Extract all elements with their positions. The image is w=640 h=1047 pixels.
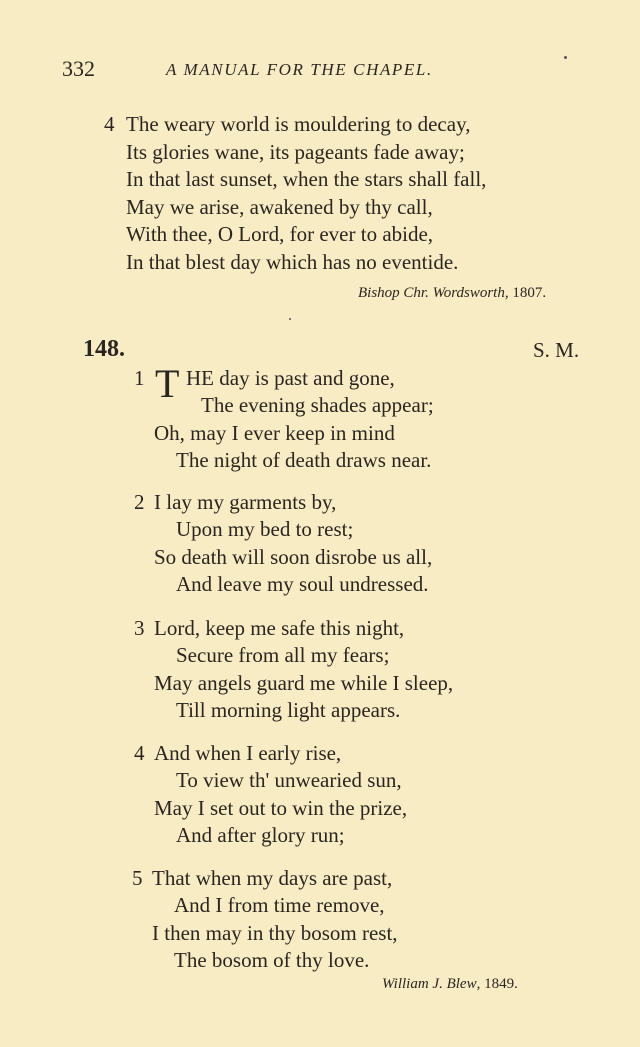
attribution-author: Bishop Chr. Wordsworth: [358, 285, 505, 301]
verse-line: Upon my bed to rest;: [176, 517, 354, 541]
stanza-number: 4: [104, 112, 115, 136]
verse-line: The night of death draws near.: [176, 448, 432, 472]
page-number: 332: [62, 56, 95, 81]
verse-line: So death will soon disrobe us all,: [154, 545, 433, 569]
attribution-author: William J. Blew: [382, 976, 477, 992]
verse-line: Lord, keep me safe this night,: [154, 616, 405, 640]
verse-line: And after glory run;: [176, 823, 345, 847]
verse-line: May angels guard me while I sleep,: [154, 671, 454, 695]
verse-line: And I from time remove,: [174, 893, 385, 917]
verse-line: Its glories wane, its pageants fade away;: [126, 140, 465, 164]
stanza-number: 5: [132, 866, 143, 890]
attribution: [358, 285, 546, 302]
verse-line: To view th' unwearied sun,: [176, 768, 402, 792]
verse-line: And when I early rise,: [154, 741, 342, 765]
verse-line: The weary world is mouldering to decay,: [126, 112, 471, 136]
stanza-number: 1: [134, 366, 145, 390]
hymn-number: 148.: [83, 336, 125, 362]
verse-line: That when my days are past,: [152, 866, 393, 890]
stanza-number: 4: [134, 741, 145, 765]
drop-cap: T: [155, 361, 180, 406]
verse-line: May I set out to win the prize,: [154, 796, 408, 820]
verse-line: HE day is past and gone,: [186, 366, 395, 390]
verse-line: The evening shades appear;: [201, 393, 434, 417]
attribution-year: , 1849.: [476, 976, 518, 992]
ink-speck: [564, 56, 567, 59]
stanza-number: 2: [134, 490, 145, 514]
verse-line: Oh, may I ever keep in mind: [154, 421, 395, 445]
verse-line: Secure from all my fears;: [176, 643, 390, 667]
verse-line: May we arise, awakened by thy call,: [126, 195, 433, 219]
verse-line: I then may in thy bosom rest,: [152, 921, 398, 945]
attribution: [382, 976, 518, 993]
verse-line: The bosom of thy love.: [174, 948, 370, 972]
verse-line: I lay my garments by,: [154, 490, 337, 514]
verse-line: With thee, O Lord, for ever to abide,: [126, 222, 434, 246]
running-title: A MANUAL FOR THE CHAPEL.: [166, 60, 433, 79]
stanza-number: 3: [134, 616, 145, 640]
attribution-year: , 1807.: [504, 285, 547, 301]
hymn-meter: S. M.: [533, 338, 580, 362]
verse-line: In that blest day which has no eventide.: [126, 250, 459, 274]
verse-line: In that last sunset, when the stars shall fall,: [126, 167, 487, 191]
verse-line: Till morning light appears.: [176, 698, 401, 722]
verse-line: And leave my soul undressed.: [176, 572, 429, 596]
ink-speck: [289, 318, 291, 320]
